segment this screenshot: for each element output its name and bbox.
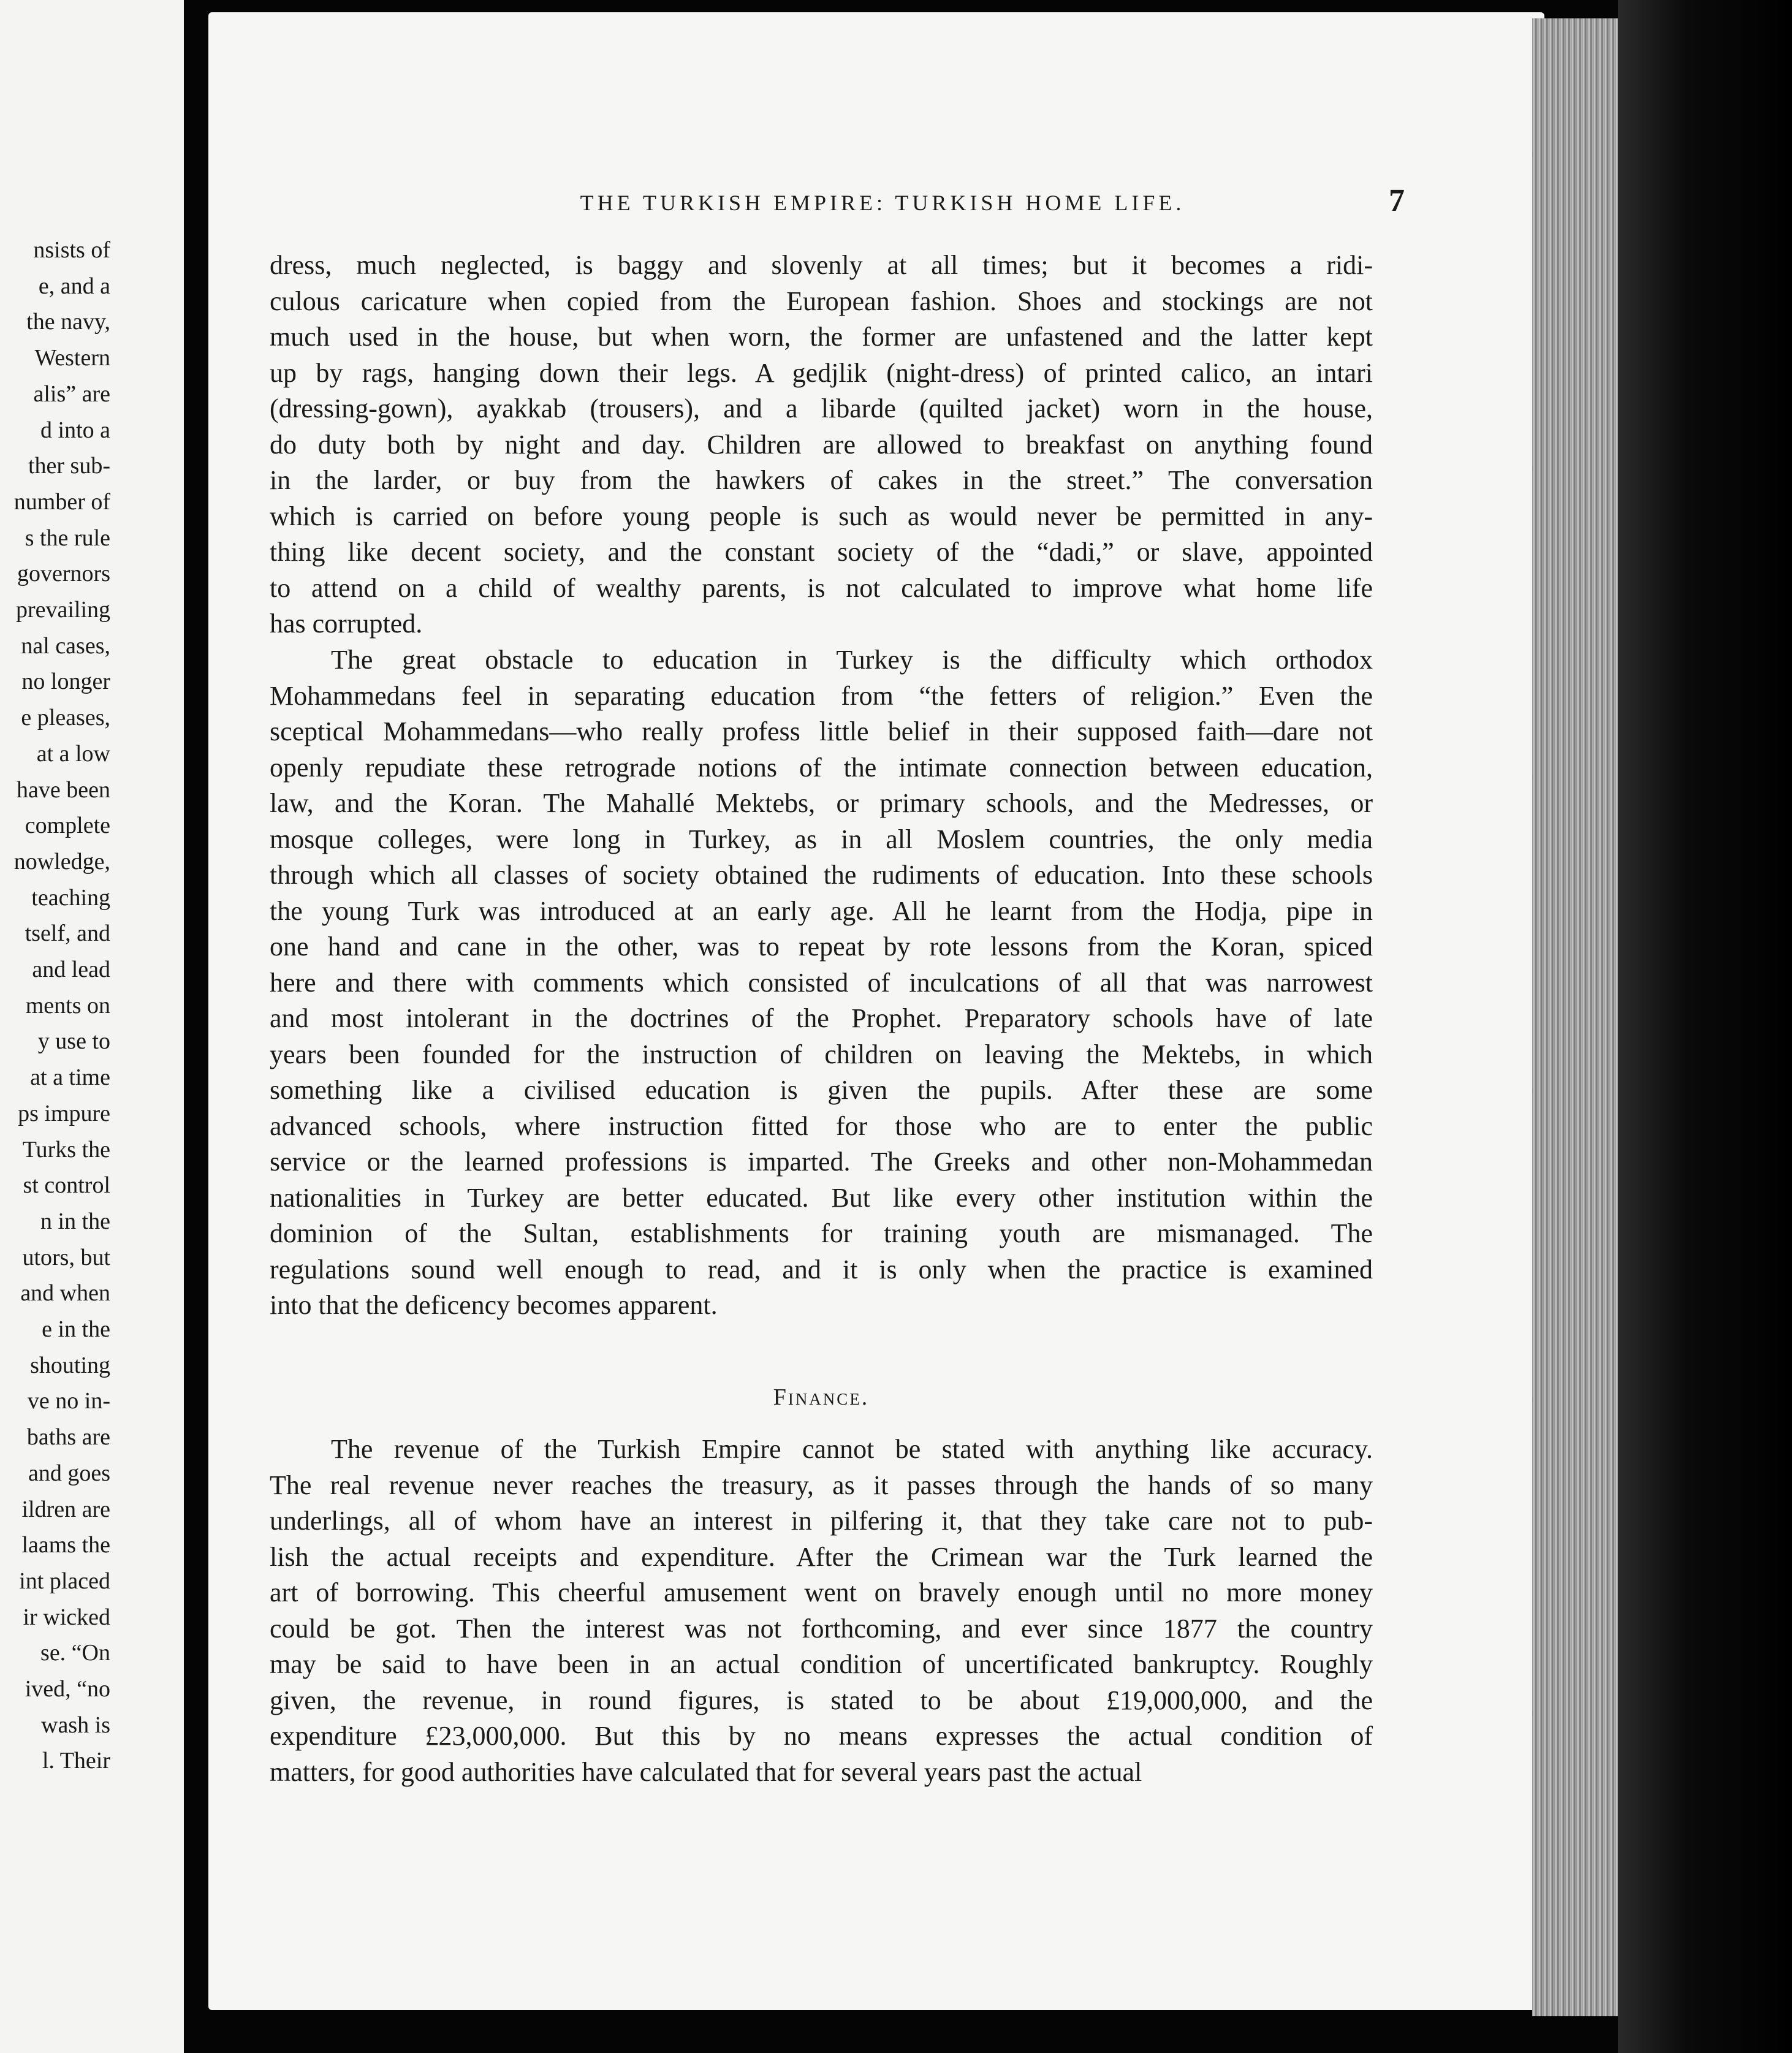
previous-page-line: l. Their (42, 1748, 110, 1774)
previous-page-line: se. “On (40, 1640, 110, 1666)
text-line: given, the revenue, in round figures, is stated to be about £19,000,000, and the (270, 1685, 1373, 1715)
previous-page-line: and when (20, 1280, 110, 1307)
text-line: art of borrowing. This cheerful amusement went on bravely enough until no more money (270, 1577, 1373, 1607)
text-line: mosque colleges, were long in Turkey, as in all Moslem countries, the only media (270, 824, 1373, 854)
previous-page-line: s the rule (25, 525, 110, 551)
text-line: in the larder, or buy from the hawkers of cakes in the street.” The conversation (270, 465, 1373, 495)
text-line: the young Turk was introduced at an early age. All he learnt from the Hodja, pipe in (270, 895, 1373, 926)
previous-page-line: number of (13, 488, 110, 515)
text-line: thing like decent society, and the constant society of the “dadi,” or slave, appointed (270, 537, 1373, 567)
previous-page-line: d into a (40, 417, 110, 443)
text-line: and most intolerant in the doctrines of the Prophet. Preparatory schools have of late (270, 1003, 1373, 1033)
text-line: expenditure £23,000,000. But this by no means expresses the actual condition of (270, 1721, 1373, 1751)
text-line: Mohammedans feel in separating education from “the fetters of religion.” Even the (270, 680, 1373, 711)
text-line: The real revenue never reaches the treasury, as it passes through the hands of so many (270, 1470, 1373, 1500)
text-line: culous caricature when copied from the European fashion. Shoes and stockings are not (270, 286, 1373, 316)
previous-page-line: ve no in- (27, 1388, 110, 1414)
text-line: lish the actual receipts and expenditure. After the Crimean war the Turk learned the (270, 1541, 1373, 1572)
text-line: has corrupted. (270, 609, 423, 639)
paragraph-education (270, 642, 1373, 1324)
text-line: law, and the Koran. The Mahallé Mektebs, or primary schools, and the Medresses, or (270, 788, 1373, 818)
text-line: regulations sound well enough to read, and it is only when the practice is examined (270, 1254, 1373, 1285)
previous-page-line: ments on (25, 992, 110, 1019)
previous-page-line: e pleases, (21, 705, 110, 731)
previous-page-line: baths are (26, 1424, 110, 1451)
previous-page-line: wash is (41, 1712, 110, 1738)
text-line: sceptical Mohammedans—who really profess little belief in their supposed faith—dare not (270, 716, 1373, 746)
previous-page-line: alis” are (33, 381, 110, 407)
text-line: service or the learned professions is imparted. The Greeks and other non-Mohammedan (270, 1147, 1373, 1177)
previous-page-line: ildren are (21, 1496, 110, 1522)
previous-page-line: governors (17, 561, 110, 587)
text-line: through which all classes of society obtained the rudiments of education. Into these schools (270, 860, 1373, 890)
previous-page-line: complete (25, 813, 110, 839)
previous-page-line: prevailing (15, 597, 110, 623)
text-line: dress, much neglected, is baggy and slovenly at all times; but it becomes a ridi- (270, 250, 1373, 280)
book-spine (1618, 0, 1792, 2053)
previous-page-line: the navy, (26, 309, 110, 335)
text-line: may be said to have been in an actual condition of uncertificated bankruptcy. Roughly (270, 1649, 1373, 1679)
previous-page-line: shouting (30, 1352, 110, 1378)
text-line: something like a civilised education is given the pupils. After these are some (270, 1075, 1373, 1105)
previous-page-line: y use to (37, 1028, 110, 1055)
previous-page-line: have been (17, 776, 110, 803)
previous-page-line: and goes (28, 1460, 110, 1486)
text-line: years been founded for the instruction of children on leaving the Mektebs, in which (270, 1039, 1373, 1069)
text-line: The great obstacle to education in Turkey is the difficulty which orthodox (331, 645, 1373, 675)
text-line: to attend on a child of wealthy parents, is not calculated to improve what home life (270, 572, 1373, 603)
previous-page-line: nsists of (33, 237, 110, 263)
previous-page-line: e, and a (38, 273, 110, 299)
text-line: which is carried on before young people is such as would never be permitted in any- (270, 501, 1373, 531)
text-line: into that the deficency becomes apparent. (270, 1290, 718, 1320)
text-line: nationalities in Turkey are better educated. But like every other institution within the (270, 1182, 1373, 1213)
previous-page-line: Turks the (22, 1136, 110, 1163)
text-line: dominion of the Sultan, establishments for training youth are mismanaged. The (270, 1218, 1373, 1248)
text-line: here and there with comments which consisted of inculcations of all that was narrowest (270, 967, 1373, 998)
previous-page-line: e in the (42, 1316, 110, 1342)
text-line: do duty both by night and day. Children are allowed to breakfast on anything found (270, 429, 1373, 460)
previous-page-line: and lead (32, 957, 110, 982)
previous-page-line: nal cases, (21, 632, 110, 659)
section-heading-finance: Finance. (773, 1384, 870, 1410)
text-line: up by rags, hanging down their legs. A gedjlik (night-dress) of printed calico, an intari (270, 357, 1373, 388)
previous-page-line: at a low (36, 740, 110, 767)
previous-page-line: tself, and (25, 920, 110, 947)
previous-page-line: int placed (19, 1568, 110, 1594)
text-line: The revenue of the Turkish Empire cannot be stated with anything like accuracy. (331, 1434, 1373, 1464)
previous-page-line: ived, “no (25, 1676, 110, 1702)
previous-page-line: st control (23, 1172, 110, 1199)
text-line: could be got. Then the interest was not forthcoming, and ever since 1877 the country (270, 1613, 1373, 1644)
previous-page-line: at a time (30, 1064, 110, 1091)
paragraph-dress-and-children (270, 248, 1373, 642)
text-line: much used in the house, but when worn, the former are unfastened and the latter kept (270, 322, 1373, 352)
text-line: advanced schools, where instruction fitted for those who are to enter the public (270, 1110, 1373, 1141)
previous-page-line: nowledge, (13, 848, 110, 875)
previous-page-line: Western (34, 345, 110, 371)
text-line: openly repudiate these retrograde notions of the intimate connection between education, (270, 752, 1373, 783)
page-edges (1532, 18, 1618, 2016)
previous-page-line: teaching (31, 884, 110, 911)
paragraph-finance (270, 1432, 1373, 1790)
previous-page-line: utors, but (22, 1244, 110, 1270)
previous-page-line: ther sub- (28, 453, 110, 479)
previous-page-line: laams the (21, 1532, 110, 1558)
previous-page-fragment (0, 0, 184, 2053)
page-number: 7 (1389, 183, 1405, 218)
running-head: THE TURKISH EMPIRE: TURKISH HOME LIFE. (580, 191, 1185, 215)
previous-page-line: no longer (21, 669, 110, 695)
text-line: matters, for good authorities have calculated that for several years past the actual (270, 1756, 1142, 1787)
text-line: underlings, all of whom have an interest in pilfering it, that they take care not to pub- (270, 1506, 1373, 1536)
text-line: one hand and cane in the other, was to repeat by rote lessons from the Koran, spiced (270, 932, 1373, 962)
previous-page-line: ps impure (18, 1100, 110, 1126)
previous-page-line: ir wicked (23, 1604, 110, 1630)
previous-page-line: n in the (40, 1208, 110, 1234)
text-line: (dressing-gown), ayakkab (trousers), and a libarde (quilted jacket) worn in the house, (270, 393, 1373, 423)
